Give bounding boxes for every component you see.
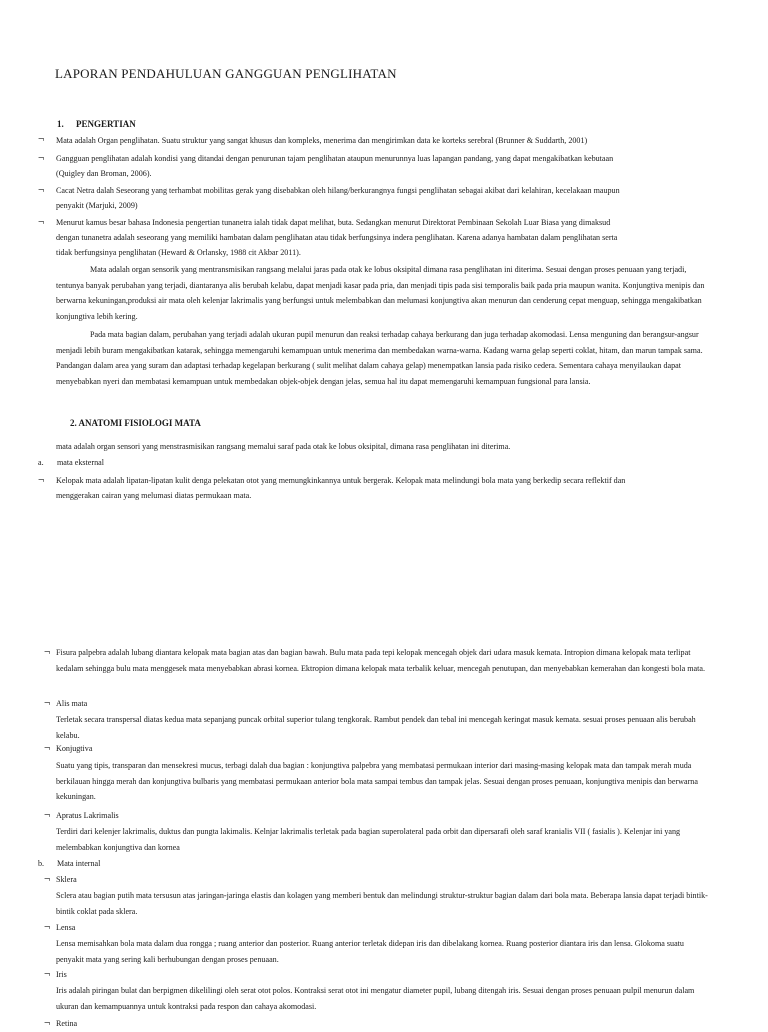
paragraph: Lensa memisahkan bola mata dalam dua rongga ; ruang anterior dan posterior. Ruang anterior terletak didepan iris dan dibelakang kornea. Ruang posterior diantara iris dan lensa. Glokoma suatu penyakit mata yang sering kali berhubungan dengan proses penuaan. bbox=[56, 939, 684, 964]
paragraph: Sclera atau bagian putih mata tersusun atas jaringan-jaringa elastis dan kolagen yang memberi bentuk dan melindungi struktur-struktur bagian dalam dari bola mata. Beberapa lansia dapat terjadi bintik-bintik coklat pada sklera. bbox=[56, 891, 708, 916]
paragraph-line: (Quigley dan Broman, 2006). bbox=[56, 169, 152, 178]
paragraph-line: Menurut kamus besar bahasa Indonesia pengertian tunanetra ialah tidak dapat melihat, buta. Sedangkan menurut Direktorat Pembinaan Sekolah Luar Biasa yang dimaksud bbox=[56, 218, 611, 227]
item-title: Sklera bbox=[56, 875, 77, 884]
subsection-title: Mata internal bbox=[57, 859, 101, 868]
paragraph-line: penyakit (Marjuki, 2009) bbox=[56, 201, 138, 210]
paragraph-line: mata adalah organ sensori yang menstrasmisikan rangsang memalui saraf pada otak ke lobus oksipital, dimana rasa penglihatan ini diterima. bbox=[56, 442, 511, 451]
section-heading-pengertian: PENGERTIAN bbox=[76, 119, 136, 129]
bullet-icon: ¬ bbox=[44, 742, 51, 754]
bullet-icon: ¬ bbox=[38, 184, 45, 196]
paragraph: Terletak secara transpersal diatas kedua mata sepanjang puncak orbital superior tulang tengkorak. Rambut pendek dan tebal ini mencegah keringat masuk kemata. sesuai proses penuaan alis berubah kelabu. bbox=[56, 715, 696, 740]
item-title: Lensa bbox=[56, 923, 76, 932]
bullet-icon: ¬ bbox=[44, 646, 51, 658]
bullet-icon: ¬ bbox=[44, 921, 51, 933]
paragraph-line: Kelopak mata adalah lipatan-lipatan kulit denga pelekatan otot yang memungkinkannya untuk bergerak. Kelopak mata melindungi bola mata yang berkedip secara reflektif dan bbox=[56, 476, 626, 485]
paragraph-line: Gangguan penglihatan adalah kondisi yang ditandai dengan penurunan tajam penglihatan ataupun menurunnya luas lapangan pandang, yang dapat mengakibatkan kebutaan bbox=[56, 154, 614, 163]
bullet-icon: ¬ bbox=[38, 152, 45, 164]
paragraph-line: tidak berfungsinya penglihatan (Heward & Orlansky, 1988 cit Akbar 2011). bbox=[56, 248, 301, 257]
paragraph: Fisura palpebra adalah lubang diantara kelopak mata bagian atas dan bagian bawah. Bulu mata pada tepi kelopak mencegah objek dari udara masuk kemata. Intropion dimana kelopak mata terlipat kedalam sehingga bulu mata menggesek mata menyebabkan abrasi kornea. Ektropion dimana kelopak mata terbalik keluar, mencegah penutupan, dan menyebabkan kemerahan dan kongesti bola mata. bbox=[56, 648, 705, 673]
paragraph: Iris adalah piringan bulat dan berpigmen dikelilingi oleh serat otot polos. Kontraksi serat otot ini mengatur diameter pupil, lubang ditengah iris. Sesuai dengan proses penuaan pulpil menurun dalam ukuran dan kemampuannya untuk kontraksi pada respon dan cahaya akomodasi. bbox=[56, 986, 695, 1011]
list-label: b. bbox=[38, 859, 45, 868]
paragraph-line: dengan tunanetra adalah seseorang yang memiliki hambatan dalam penglihatan atau tidak berfungsinya indera penglihatan. Karena adanya hambatan dalam penglihatan serta bbox=[56, 233, 618, 242]
item-title: Alis mata bbox=[56, 699, 88, 708]
paragraph: Pada mata bagian dalam, perubahan yang terjadi adalah ukuran pupil menurun dan reaksi terhadap cahaya berkurang dan juga terhadap akomodasi. Lensa menguning dan berangsur-angsur menjadi lebih buram mengakibatkan katarak, sehingga memengaruhi kemampuan untuk menerima dan membedakan warna-warna. Kadang warna gelap seperti coklat, hitam, dan marun tampak sama. Pandangan dalam area yang suram dan adaptasi terhadap kegelapan berkurang ( sulit melihat dalam cahaya gelap) menempatkan lansia pada risiko cedera. Sementara cahaya menyilaukan dapat menyebabkan nyeri dan membatasi kemampuan untuk membedakan objek-objek dengan jelas, semua hal itu dapat memengaruhi kemampuan fungsional para lansia. bbox=[56, 330, 703, 386]
bullet-icon: ¬ bbox=[44, 697, 51, 709]
bullet-icon: ¬ bbox=[38, 474, 45, 486]
document-title: LAPORAN PENDAHULUAN GANGGUAN PENGLIHATAN bbox=[55, 66, 397, 81]
list-label: a. bbox=[38, 458, 44, 467]
item-title: Apratus Lakrimalis bbox=[56, 811, 119, 820]
bullet-icon: ¬ bbox=[38, 133, 45, 145]
bullet-icon: ¬ bbox=[44, 809, 51, 821]
paragraph-line: menggerakan cairan yang melumasi diatas permukaan mata. bbox=[56, 491, 252, 500]
section-heading-anatomi: 2. ANATOMI FISIOLOGI MATA bbox=[70, 418, 201, 428]
bullet-icon: ¬ bbox=[44, 1017, 51, 1029]
paragraph: Mata adalah organ sensorik yang mentransmisikan rangsang melalui jaras pada otak ke lobus oksipital dimana rasa penglihatan ini diterima. Sesuai dengan proses penuaan yang terjadi, tentunya banyak perubahan yang terjadi, diantaranya alis berubah kelabu, dapat menjadi kasar pada pria, dan menjadi tipis pada sisi temporalis baik pada pria maupun wanita. Konjungtiva menipis dan berwarna kekuningan,produksi air mata oleh kelenjar lakrimalis yang berfungsi untuk melembabkan dan melumasi konjungtiva akan menurun dan cenderung cepat menguap, sehingga mengakibatkan konjungtiva lebih kering. bbox=[56, 265, 705, 321]
section-number: 1. bbox=[57, 119, 64, 129]
bullet-icon: ¬ bbox=[44, 968, 51, 980]
item-title: Konjugtiva bbox=[56, 744, 93, 753]
bullet-icon: ¬ bbox=[38, 216, 45, 228]
paragraph-line: Cacat Netra dalah Seseorang yang terhambat mobilitas gerak yang disebabkan oleh hilang/berkurangnya fungsi penglihatan sebagai akibat dari kelahiran, kecelakaan maupun bbox=[56, 186, 620, 195]
item-title: Retina bbox=[56, 1019, 78, 1028]
paragraph-line: Mata adalah Organ penglihatan. Suatu struktur yang sangat khusus dan kompleks, menerima dan mengirimkan data ke korteks serebral (Brunner & Suddarth, 2001) bbox=[56, 136, 588, 145]
paragraph: Suatu yang tipis, transparan dan mensekresi mucus, terbagi dalah dua bagian : konjungtiva palpebra yang membatasi permukaan interior dari masing-masing kelopak mata dan tampak merah muda berkilauan hingga merah dan konjungtiva bulbaris yang membatasi permukaan anterior bola mata sampai tembus dan tampak jelas. Sesuai dengan proses penuaan, konjungtiva menipis dan berwarna kekuningan. bbox=[56, 761, 698, 801]
paragraph: Terdiri dari kelenjer lakrimalis, duktus dan pungta lakimalis. Kelnjar lakrimalis terletak pada bagian superolateral pada orbit dan dipersarafi oleh saraf kranialis VII ( fasialis ). Kelenjar ini yang melembabkan konjungtiva dan kornea bbox=[56, 827, 681, 852]
bullet-icon: ¬ bbox=[44, 873, 51, 885]
item-title: Iris bbox=[56, 970, 67, 979]
subsection-title: mata eksternal bbox=[57, 458, 104, 467]
